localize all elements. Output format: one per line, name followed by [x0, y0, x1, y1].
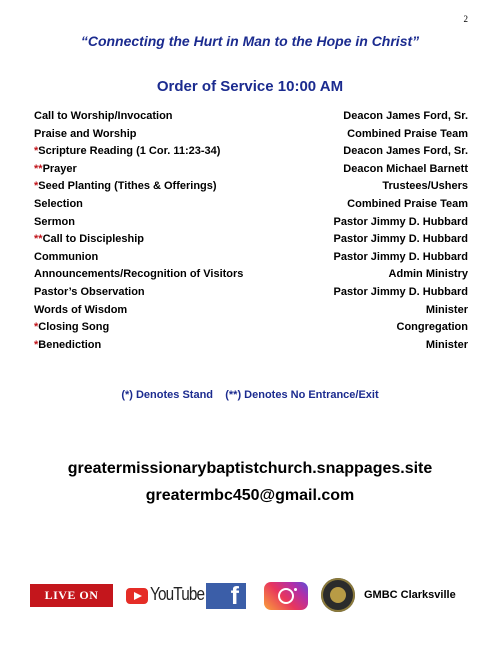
- mark: *: [34, 180, 39, 193]
- mark: **: [34, 233, 43, 246]
- service-leader: Minister: [425, 338, 468, 351]
- service-row: [34, 302, 468, 320]
- service-row: [34, 284, 468, 302]
- service-row: [34, 108, 468, 126]
- church-seal-icon: [321, 578, 355, 612]
- service-leader: Trustees/Ushers: [382, 180, 468, 193]
- service-leader: Pastor Jimmy D. Hubbard: [333, 285, 468, 298]
- service-leader: Admin Ministry: [388, 268, 468, 281]
- service-leader: Pastor Jimmy D. Hubbard: [333, 215, 468, 228]
- website-link[interactable]: greatermissionarybaptistchurch.snappages.site: [67, 460, 433, 477]
- youtube-logo[interactable]: [126, 582, 205, 610]
- instagram-icon[interactable]: [264, 582, 308, 610]
- footer-social: [30, 578, 470, 614]
- youtube-wordmark: YouTube: [150, 584, 205, 604]
- email-link[interactable]: greatermbc450@gmail.com: [145, 487, 355, 504]
- service-leader: Minister: [425, 303, 468, 316]
- service-item: *Benediction: [34, 338, 102, 351]
- service-leader: Deacon James Ford, Sr.: [343, 145, 468, 158]
- service-leader: Congregation: [396, 321, 468, 334]
- service-leader: Pastor Jimmy D. Hubbard: [333, 233, 468, 246]
- service-row: [34, 231, 468, 249]
- service-item: Words of Wisdom: [34, 303, 128, 316]
- service-item: **Call to Discipleship: [34, 233, 145, 246]
- service-row: [34, 214, 468, 232]
- service-item: Praise and Worship: [34, 127, 137, 140]
- service-row: [34, 319, 468, 337]
- service-leader: Combined Praise Team: [347, 197, 468, 210]
- service-row: [34, 196, 468, 214]
- service-leader: Deacon Michael Barnett: [343, 162, 468, 175]
- mark: *: [34, 338, 39, 351]
- service-item: Pastor’s Observation: [34, 285, 145, 298]
- church-name: GMBC Clarksville: [364, 589, 456, 601]
- mark: **: [34, 162, 43, 175]
- service-row: [34, 249, 468, 267]
- youtube-play-icon: [126, 588, 148, 604]
- service-item: *Closing Song: [34, 321, 110, 334]
- service-row: [34, 178, 468, 196]
- live-on-badge: LIVE ON: [30, 584, 113, 607]
- service-row: [34, 266, 468, 284]
- service-item: Selection: [34, 197, 83, 210]
- order-of-service-title: Order of Service 10:00 AM: [156, 78, 344, 95]
- page-number: 2: [463, 14, 468, 24]
- service-leader: Combined Praise Team: [347, 127, 468, 140]
- service-item: Communion: [34, 250, 99, 263]
- service-leader: Pastor Jimmy D. Hubbard: [333, 250, 468, 263]
- service-item: *Seed Planting (Tithes & Offerings): [34, 180, 217, 193]
- service-row: [34, 126, 468, 144]
- tagline: “Connecting the Hurt in Man to the Hope in Christ”: [80, 33, 420, 49]
- service-row: [34, 161, 468, 179]
- service-leader: Deacon James Ford, Sr.: [343, 110, 468, 122]
- legend-note: (*) Denotes Stand (**) Denotes No Entrance/Exit: [121, 389, 379, 401]
- mark: *: [34, 321, 39, 334]
- service-item: Sermon: [34, 215, 75, 228]
- facebook-icon[interactable]: f: [206, 583, 246, 609]
- service-item: *Scripture Reading (1 Cor. 11:23-34): [34, 145, 221, 158]
- service-row: [34, 337, 468, 355]
- service-item: Call to Worship/Invocation: [34, 110, 173, 122]
- service-row: [34, 143, 468, 161]
- service-item: Announcements/Recognition of Visitors: [34, 268, 244, 281]
- service-item: **Prayer: [34, 162, 77, 175]
- mark: *: [34, 145, 39, 158]
- order-of-service-list: [34, 108, 468, 354]
